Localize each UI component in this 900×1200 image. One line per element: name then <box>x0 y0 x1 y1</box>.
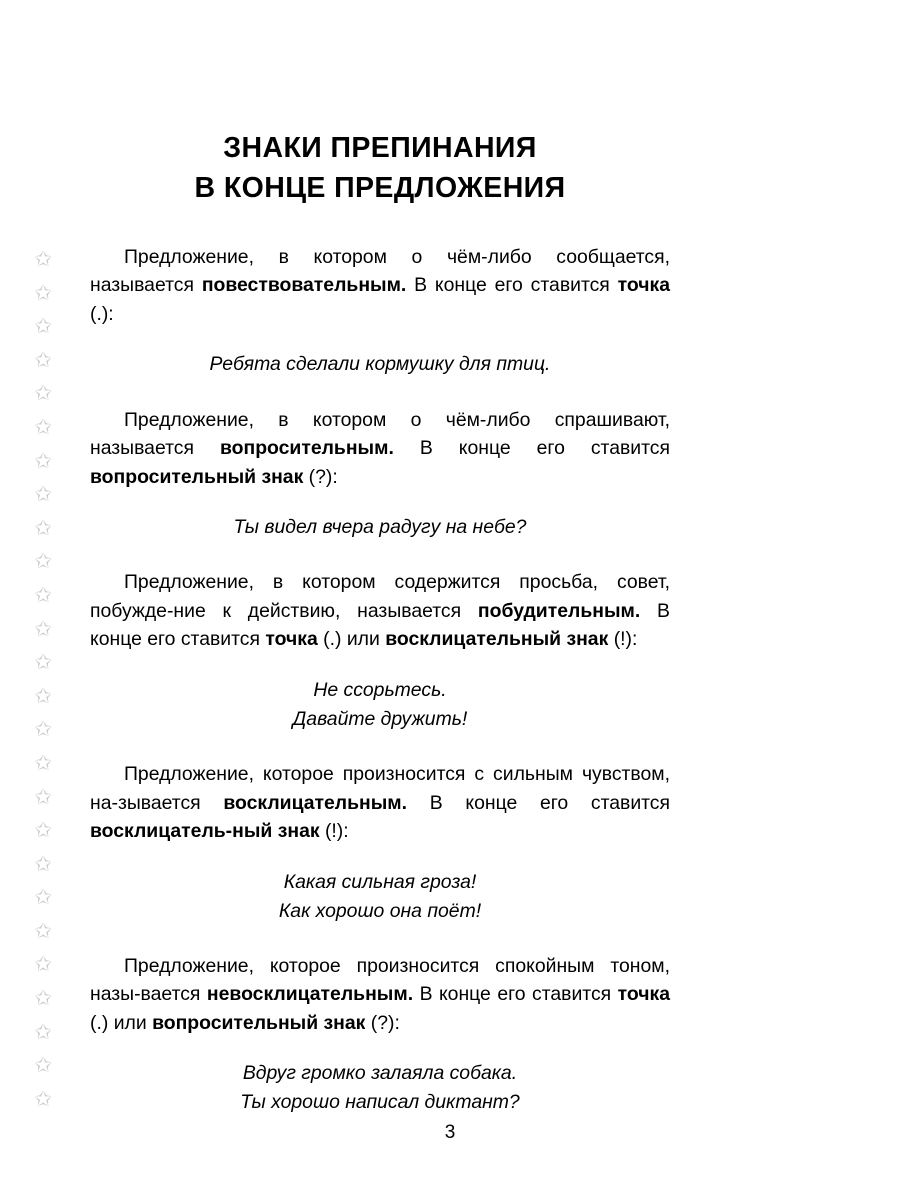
star-icon: ✩ <box>34 784 52 809</box>
example-group <box>90 1059 670 1117</box>
rule-fragment: Предложение, в котором содержится просьба, совет, побужде-ние к действию, называется <box>90 571 670 622</box>
star-icon: ✩ <box>34 381 52 406</box>
star-icon: ✩ <box>34 414 52 439</box>
star-icon: ✩ <box>34 650 52 675</box>
example-group <box>90 350 670 379</box>
page-title-line-1: ЗНАКИ ПРЕПИНАНИЯ <box>223 132 537 164</box>
rule-term: восклицательный знак <box>385 628 609 651</box>
star-icon: ✩ <box>34 1019 52 1044</box>
star-icon: ✩ <box>34 347 52 372</box>
rule-term: вопросительный знак <box>152 1011 366 1034</box>
star-icon: ✩ <box>34 818 52 843</box>
star-icon: ✩ <box>34 616 52 641</box>
rule-block <box>90 952 670 1118</box>
star-icon: ✩ <box>34 515 52 540</box>
star-icon: ✩ <box>34 683 52 708</box>
star-icon: ✩ <box>34 885 52 910</box>
example-sentence: Ты хорошо написал диктант? <box>240 1091 520 1114</box>
rule-text <box>90 760 670 846</box>
example-sentence: Ребята сделали кормушку для птиц. <box>209 353 551 376</box>
rule-fragment: (?): <box>365 1011 400 1034</box>
rule-fragment: В конце его ставится <box>393 437 670 460</box>
star-icon: ✩ <box>34 582 52 607</box>
rule-fragment: (.) или <box>90 1011 153 1034</box>
example-group <box>90 868 670 926</box>
rule-term: восклицательным. <box>223 791 408 814</box>
rule-fragment: В конце его ставится <box>406 274 618 297</box>
rule-fragment: (.): <box>90 302 114 325</box>
star-icon: ✩ <box>34 314 52 339</box>
rule-term: восклицатель-ный знак <box>90 820 320 843</box>
star-decoration-rail <box>28 248 58 1110</box>
rule-term: точка <box>265 628 318 651</box>
star-icon: ✩ <box>34 549 52 574</box>
rule-term: побудительным. <box>477 599 641 622</box>
rule-fragment: (!): <box>608 628 638 651</box>
page-title <box>90 128 670 209</box>
rule-fragment: В конце его ставится <box>413 983 618 1006</box>
rule-fragment: Предложение, в котором о чём-либо спрашивают, называется <box>90 408 670 460</box>
page-title-line-2: В КОНЦЕ ПРЕДЛОЖЕНИЯ <box>194 172 566 205</box>
star-icon: ✩ <box>34 952 52 977</box>
rule-fragment: В конце его ставится <box>407 791 671 814</box>
example-sentence: Как хорошо она поёт! <box>278 899 482 922</box>
star-icon: ✩ <box>34 717 52 742</box>
star-icon: ✩ <box>34 247 52 271</box>
example-sentence: Ты видел вчера радугу на небе? <box>233 516 527 539</box>
example-sentence: Вдруг громко залаяла собака. <box>242 1062 518 1085</box>
star-icon: ✩ <box>34 750 52 775</box>
rule-block <box>90 760 670 926</box>
rule-sections <box>90 243 670 1118</box>
rule-block <box>90 406 670 543</box>
rule-term: повествовательным. <box>201 274 407 297</box>
star-icon: ✩ <box>34 280 52 305</box>
rule-term: точка <box>617 274 670 297</box>
rule-term: вопросительный знак <box>90 465 304 488</box>
star-icon: ✩ <box>34 851 52 876</box>
rule-term: невосклицательным. <box>206 983 414 1006</box>
rule-fragment: Предложение, которое произносится спокойным тоном, назы-вается <box>90 954 670 1006</box>
page-content <box>90 128 670 1144</box>
rule-fragment: (.) или <box>317 628 386 651</box>
star-icon: ✩ <box>34 1053 52 1078</box>
rule-text <box>90 406 670 492</box>
rule-block <box>90 243 670 380</box>
example-group <box>90 513 670 542</box>
rule-text <box>90 243 670 329</box>
rule-text <box>90 568 670 654</box>
example-sentence: Какая сильная гроза! <box>283 870 477 893</box>
example-sentence: Не ссорьтесь. <box>313 678 447 701</box>
star-icon: ✩ <box>34 986 52 1011</box>
rule-fragment: Предложение, в котором о чём-либо сообщается, называется <box>90 245 670 297</box>
star-icon: ✩ <box>34 448 52 473</box>
page-number: 3 <box>444 1122 456 1143</box>
star-icon: ✩ <box>34 1086 52 1111</box>
rule-fragment: (!): <box>319 820 349 843</box>
rule-block <box>90 568 670 734</box>
star-icon: ✩ <box>34 918 52 943</box>
rule-term: точка <box>617 983 670 1006</box>
example-group <box>90 676 670 734</box>
rule-term: вопросительным. <box>219 437 394 460</box>
star-icon: ✩ <box>34 482 52 507</box>
rule-fragment: В конце его ставится <box>90 599 670 651</box>
rule-fragment: (?): <box>303 465 338 488</box>
example-sentence: Давайте дружить! <box>292 707 468 730</box>
rule-fragment: Предложение, которое произносится с сильным чувством, на-зывается <box>90 763 670 814</box>
rule-text <box>90 952 670 1038</box>
